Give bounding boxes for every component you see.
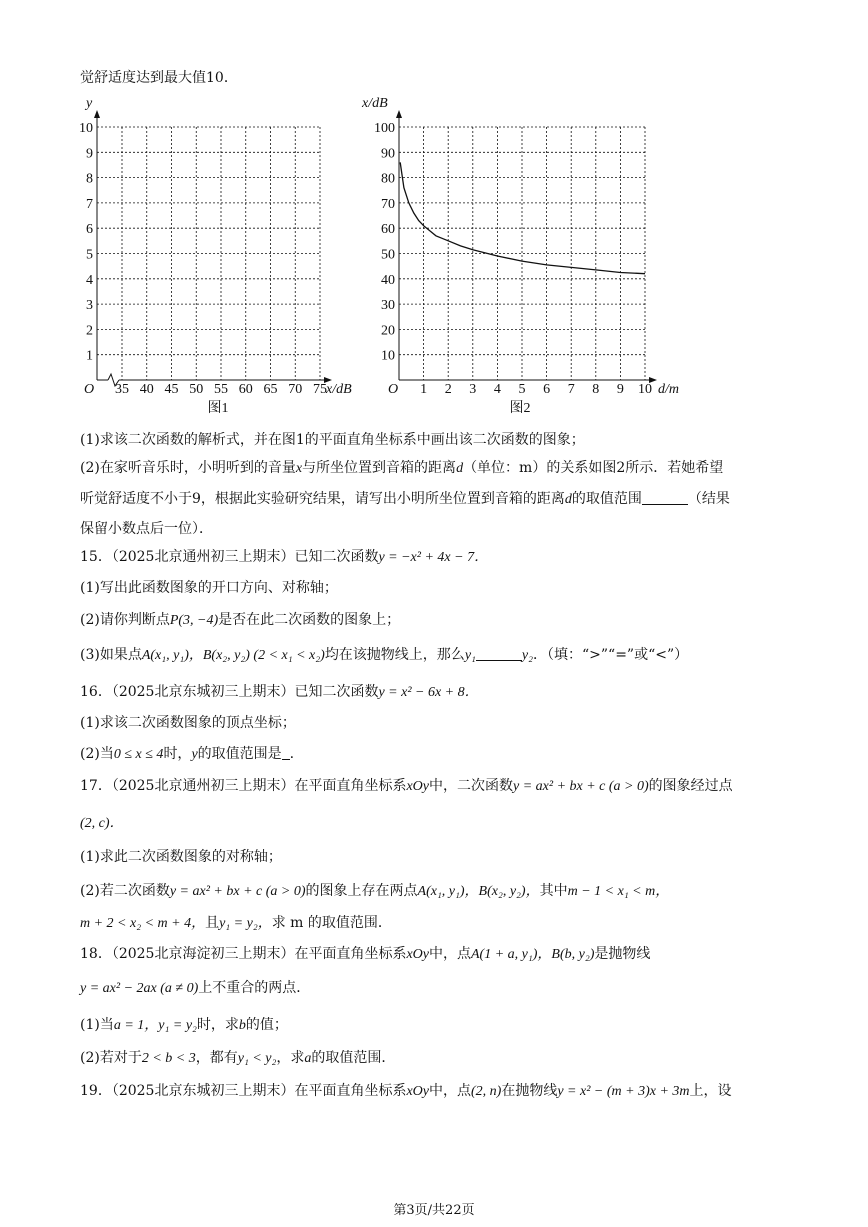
y-tick-label: 5: [86, 247, 93, 263]
y-tick-label: 50: [381, 247, 395, 263]
figure-2-x-label: d/m: [658, 382, 679, 397]
text-line: 觉舒适度达到最大值10．: [80, 70, 238, 86]
text-line: (2)若二次函数y = ax² + bx + c (a > 0)的图象上存在两点A(x₁, y₁)，B(x₂, y₂)，其中m − 1 < x₁ < m，: [80, 883, 670, 899]
figure-2-y-arrow: [396, 110, 402, 118]
figure-1-y-arrow: [94, 110, 100, 118]
figure-1-grid: [97, 127, 320, 380]
x-tick-label: 70: [288, 382, 303, 397]
figure-1-y-label: y: [86, 96, 93, 111]
x-tick-label: 3: [469, 382, 477, 397]
figures: [0, 88, 868, 428]
text-line: (1)求该二次函数图象的顶点坐标；: [80, 715, 296, 731]
figure-1: [79, 96, 352, 416]
x-tick-label: 7: [567, 382, 575, 397]
text-line: 听觉舒适度不小于9，根据此实验研究结果，请写出小明所坐位置到音箱的距离d的取值范围 （结果: [80, 491, 730, 507]
x-tick-label: 50: [189, 382, 204, 397]
answer-blank[interactable]: [282, 745, 290, 760]
x-tick-label: 2: [444, 382, 452, 397]
figure-1-caption: 图1: [207, 401, 229, 416]
text-line: (1)求此二次函数图象的对称轴；: [80, 849, 282, 865]
x-tick-label: 75: [313, 382, 327, 397]
figure-2-grid: [399, 127, 645, 380]
x-tick-label: 35: [115, 382, 129, 397]
x-tick-label: 8: [592, 382, 600, 397]
y-tick-label: 100: [374, 121, 395, 136]
question-19: 19．（2025北京东城初三上期末）在平面直角坐标系xOy中，点(2, n)在抛物线y = x² − (m + 3)x + 3m上，设: [80, 1083, 732, 1099]
text-line: (1)当a = 1，y₁ = y₂时，求b的值；: [80, 1017, 288, 1033]
figure-1-y-ticks: [79, 121, 93, 364]
answer-blank[interactable]: [476, 646, 522, 661]
x-tick-label: 55: [214, 382, 228, 397]
text-line: (2)若对于2 < b < 3，都有y₁ < y₂，求a的取值范围．: [80, 1050, 396, 1066]
y-tick-label: 6: [86, 222, 93, 238]
x-tick-label: 60: [238, 382, 253, 397]
figure-2-y-ticks: [374, 121, 395, 364]
y-tick-label: 10: [79, 121, 93, 136]
figure-1-origin: O: [84, 382, 95, 397]
x-tick-label: 45: [164, 382, 179, 397]
y-tick-label: 80: [381, 171, 395, 187]
text-line: (2)请你判断点P(3, −4)是否在此二次函数的图象上；: [80, 612, 401, 628]
figure-1-x-label: x/dB: [326, 382, 352, 397]
figure-2-origin: O: [388, 382, 399, 397]
question-16: 16．（2025北京东城初三上期末）已知二次函数y = x² − 6x + 8．: [80, 684, 479, 700]
y-tick-label: 9: [86, 146, 93, 162]
text-line: (2)当0 ≤ x ≤ 4时，y的取值范围是 .: [80, 746, 295, 762]
figure-2-y-label: x/dB: [362, 96, 388, 111]
y-tick-label: 10: [381, 348, 395, 364]
text-line: (1)写出此函数图象的开口方向、对称轴；: [80, 580, 338, 596]
text-line: m + 2 < x₂ < m + 4，且y₁ = y₂，求 m 的取值范围．: [80, 915, 392, 931]
figure-2-caption: 图2: [509, 401, 531, 416]
figure-2-curve: [400, 162, 645, 273]
y-tick-label: 40: [381, 272, 395, 288]
y-tick-label: 60: [381, 222, 395, 238]
x-tick-label: 6: [543, 382, 551, 397]
question-18: 18．（2025北京海淀初三上期末）在平面直角坐标系xOy中，点A(1 + a, y₁)，B(b, y₂)是抛物线: [80, 946, 651, 962]
text-line: 保留小数点后一位）．: [80, 521, 213, 537]
x-tick-label: 10: [638, 382, 652, 397]
x-tick-label: 9: [616, 382, 624, 397]
x-tick-label: 5: [518, 382, 526, 397]
x-tick-label: 1: [420, 382, 428, 397]
x-tick-label: 65: [263, 382, 278, 397]
figure-2: [361, 96, 679, 416]
y-tick-label: 8: [86, 171, 93, 187]
text-line: (2)在家听音乐时，小明听到的音量x与所坐位置到音箱的距离d（单位：m）的关系如图2所示．若她希望: [80, 460, 724, 476]
question-15: 15．（2025北京通州初三上期末）已知二次函数y = −x² + 4x − 7．: [80, 549, 489, 565]
y-tick-label: 7: [86, 196, 93, 212]
y-tick-label: 70: [381, 196, 395, 212]
page-footer: 第3页/共22页: [393, 1203, 475, 1218]
text-line: (1)求该二次函数的解析式，并在图1的平面直角坐标系中画出该二次函数的图象；: [80, 432, 585, 448]
text-line: (2, c)．: [80, 816, 124, 831]
y-tick-label: 2: [86, 323, 93, 339]
y-tick-label: 90: [381, 146, 395, 162]
x-tick-label: 4: [493, 382, 501, 397]
y-tick-label: 1: [86, 348, 93, 364]
figure-2-x-ticks: [420, 382, 652, 397]
answer-blank[interactable]: [642, 490, 688, 505]
text-line: y = ax² − 2ax (a ≠ 0)上不重合的两点．: [80, 980, 311, 996]
x-tick-label: 40: [139, 382, 154, 397]
y-tick-label: 30: [381, 298, 395, 314]
y-tick-label: 4: [86, 272, 93, 288]
text-line: (3)如果点A(x₁, y₁)，B(x₂, y₂) (2 < x₁ < x₂)均在该抛物线上，那么y₁ y₂．（填：“>”“=”或“<”）: [80, 647, 689, 663]
figure-1-x-ticks: [115, 382, 327, 397]
y-tick-label: 3: [86, 298, 93, 314]
question-17: 17．（2025北京通州初三上期末）在平面直角坐标系xOy中，二次函数y = ax² + bx + c (a > 0)的图象经过点: [80, 778, 733, 794]
y-tick-label: 20: [381, 323, 395, 339]
